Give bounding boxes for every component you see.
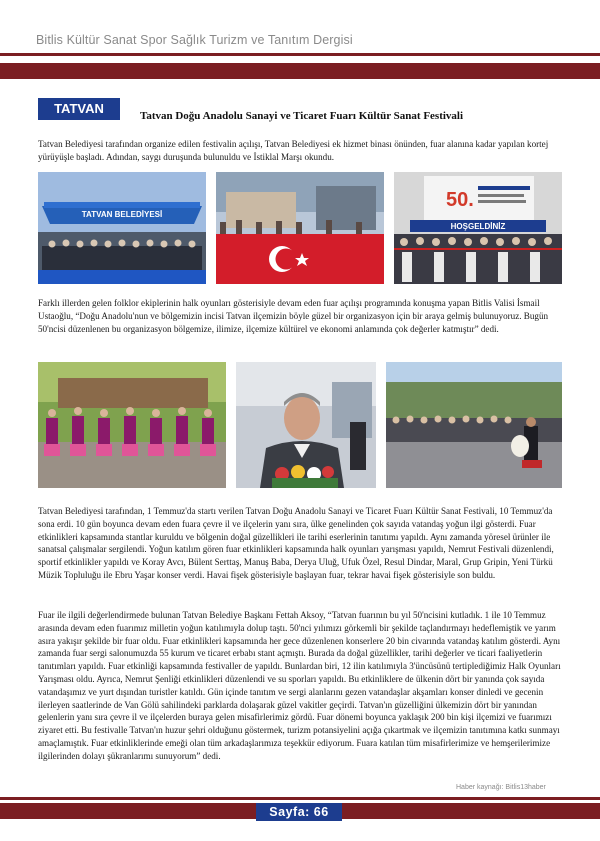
photo-flag-march — [216, 172, 384, 284]
magazine-title: Bitlis Kültür Sanat Spor Sağlık Turizm ve Tanıtım Dergisi — [36, 33, 353, 47]
welcome-number-text: 50. — [446, 189, 474, 211]
photo-mayor-portrait — [236, 362, 376, 488]
article-title: Tatvan Doğu Anadolu Sanayi ve Ticaret Fuarı Kültür Sanat Festivali — [140, 110, 464, 122]
header-band — [0, 63, 600, 79]
paragraph-mayor-quote: Fuar ile ilgili değerlendirmede bulunan Tatvan Belediye Başkanı Fettah Aksoy, “Tatvan fuarının bu yıl 50'ncisini kutladık. 1 ile 10 Temmuz arasında devam eden fuarımız milletin yoğun katılımıyla dolup taştı. 50'nci yılımızı görkemli bir şekilde taçlandırmayı hedeflemiştik ve yarım asıra yakışır şekilde bir fuar oldu. Fuar etkinlikleri kapsamında her gece düzenlenen konserlere 20 bin civarında vatandaş katılım gösterdi. Aynı zamanda fuar sergi salonumuzda 55 kurum ve ticaret erbabı stant açmıştı. Burada da doğal güzellikler, tarihi değerler ve ticari faaliyetlerin tanıtımları yapıldı. Fuar etkinliği kapsamında festivaller de yapıldı. Bunlardan biri, 12 ilin katılımıyla 3'üncüsünü tertiplediğimiz Halk Oyunları Yarışması oldu. Ayrıca, Nemrut Şenliği etkinlikleri düzenlendi ve su sporları yapıldı. Bu etkinliklere de ülkenin dört bir yanında çok sayıda vatandaşımız ve yurt dışından turistler katıldı. Gün içinde tanıtım ve sergi alanlarını gezen vatandaşlar akşamları konser dinledi ve gecenin ilerleyen saatlerinde de Van Gölü sahilindeki parklarda dolaşarak güzel vakitler geçirdi. Tatvan'ın güzelliğini ülkemizin dört bir yanından gelenlerin yanı sıra çevre il ve ilçelerden buraya gelen misafirlerimiz gördü. Fuar dönemi boyunca yaklaşık 200 bin kişi ilçemizi ve fuarımızı ziyaret etti. Bu festivalle Tatvan'ın huzur şehri olduğunu göstermek, turizm potansiyelini açığa çıkartmak ve ilçemizin tanıtımına katkı sunmayı amaçlamıştık. Fuar etkinliklerinde emeği olan tüm arkadaşlarımıza teşekkür ediyorum. Fuara katılan tüm misafirlerimize ve hemşerilerimize ilgilerinden dolayı şükranlarımı sunuyorum” dedi. — [38, 610, 561, 761]
paragraph-festival: Tatvan Belediyesi tarafından, 1 Temmuz'da startı verilen Tatvan Doğu Anadolu Sanayi ve Ticaret Fuarı Kültür Sanat Festivali, 10 Temmuz'da sona erdi. 10 gün boyunca devam eden fuara çevre il ve ilçelerin yanı sıra, ülke genelinden çok sayıda vatandaş yoğun ilgi gösterdi. Fuar etkinlikleri kapsamında stantlar kuruldu ve bölgenin doğal güzellikleri ile tarihi eserlerinin tanıtımı yapıldı. Aynı zamanda yöresel ürünler ile sanatsal çalışmalar sergilendi. Yoğun katılım gören fuar etkinlikleri kapsamında halk oyunları yarışması yapıldı, Nemrut Festivali düzenlendi, sportif etkinlikler yapıldı ve Koray Avcı, Bülent Serttaş, Manuş Baba, Derya Uluğ, Ufuk Özel, Resul Dindar, Maral, Grup Gripin, Yeni Türkü Müzik Topluluğu ile Ebru Yaşar konser verdi. Havai fişek gösterisiyle başlayan fuar, tekrar havai fişek gösterisiyle son buldu. — [38, 506, 554, 580]
source-credit: Haber kaynağı: Bitlis13haber — [456, 784, 546, 791]
photo-drummer-crowd — [386, 362, 562, 488]
footer-divider-line — [0, 797, 600, 800]
photo-opening-tent — [38, 172, 206, 284]
welcome-banner-text: HOŞGELDİNİZ — [450, 222, 506, 231]
photo-folk-dancers — [38, 362, 226, 488]
paragraph-intro: Tatvan Belediyesi tarafından organize edilen festivalin açılışı, Tatvan Belediyesi ek hizmet binası önünden, fuar alanına kadar yapılan kortej yürüyüşle başladı. Adından, saygı duruşunda bulunuldu ve İstiklal Marşı okundu. — [38, 139, 549, 162]
header-divider-line — [0, 53, 600, 56]
tent-banner-text: TATVAN BELEDİYESİ — [81, 210, 163, 219]
section-tag: TATVAN — [38, 98, 120, 120]
page-number-tag: Sayfa: 66 — [256, 803, 342, 821]
paragraph-governor: Farklı illerden gelen folklor ekiplerinin halk oyunları gösterisiyle devam eden fuar açılışı programında konuşma yapan Bitlis Valisi İsmail Ustaoğlu, “Doğu Anadolu'nun ve bölgemizin incisi Tatvan ilçemizin böyle güzel bir organizasyon için bir araya gelmiş bulunuyoruz. Bugün 50'ncisi düzenlenen bu organizasyon bölgemize, ilimize, ilçemize kültürel ve ekonomi anlamında çok değerler katmıştır” dedi. — [38, 298, 549, 334]
photo-welcome-ribbon — [394, 172, 562, 284]
